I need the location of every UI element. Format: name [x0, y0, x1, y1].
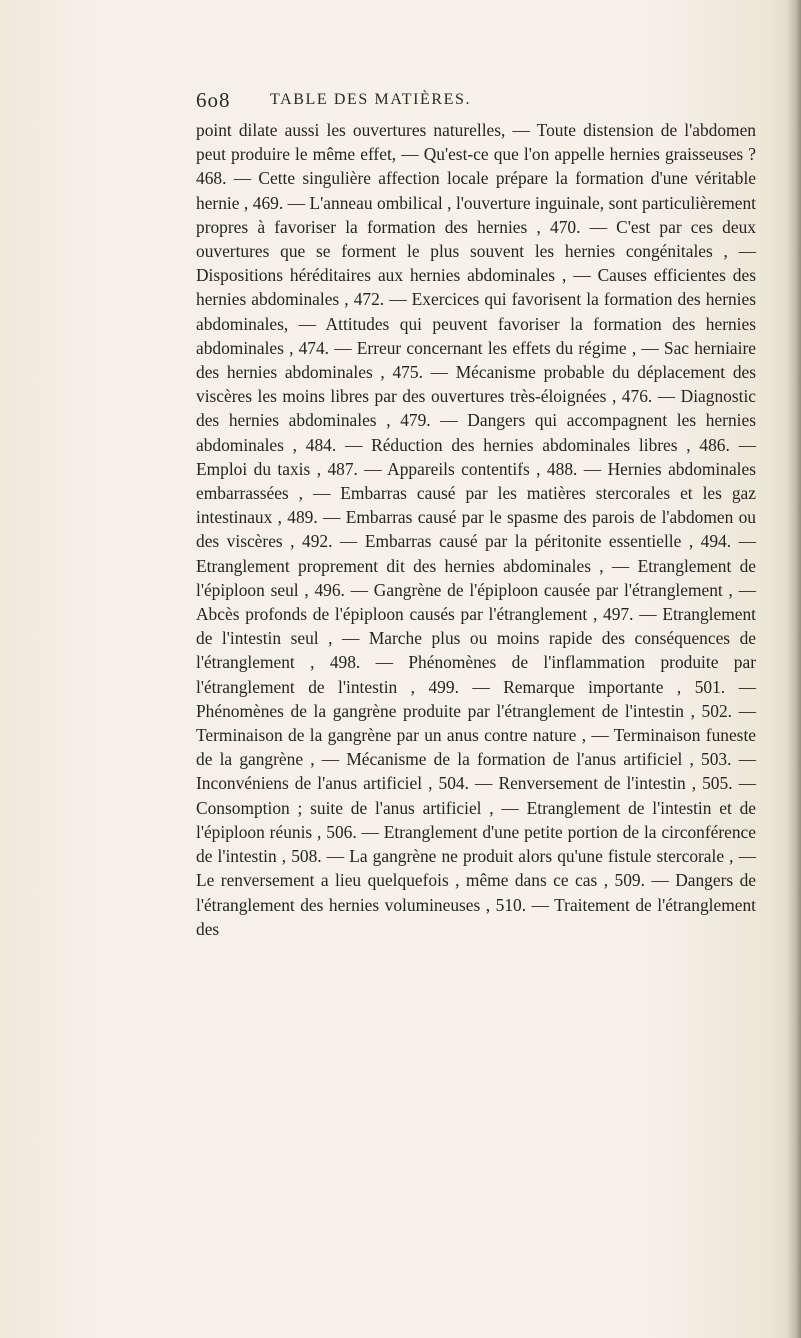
page-number: 6o8 [196, 88, 231, 112]
page-edge-shadow [787, 0, 801, 1338]
running-title: TABLE DES MATIÈRES. [270, 91, 472, 108]
index-paragraph: point dilate aussi les ouvertures naturelles, — Toute distension de l'abdomen peut produire le même effet, — Qu'est-ce que l'on appelle hernies graisseuses ? 468. — Cette singulière affection locale prépare la formation d'une véritable hernie , 469. — L'anneau ombilical , l'ouverture inguinale, sont particulièrement propres à favoriser la formation des hernies , 470. — C'est par ces deux ouvertures que se forment le plus souvent les hernies congénitales , — Dispositions héréditaires aux hernies abdominales , — Causes efficientes des hernies abdominales , 472. — Exercices qui favorisent la formation des hernies abdominales, — Attitudes qui peuvent favoriser la formation des hernies abdominales , 474. — Erreur concernant les effets du régime , — Sac herniaire des hernies abdominales , 475. — Mécanisme probable du déplacement des viscères les moins libres par des ouvertures très-éloignées , 476. — Diagnostic des hernies abdominales , 479. — Dangers qui accompagnent les hernies abdominales , 484. — Réduction des hernies abdominales libres , 486. — Emploi du taxis , 487. — Appareils contentifs , 488. — Hernies abdominales embarrassées , — Embarras causé par les matières stercorales et les gaz intestinaux , 489. — Embarras causé par le spasme des parois de l'abdomen ou des viscères , 492. — Embarras causé par la péritonite essentielle , 494. — Etranglement proprement dit des hernies abdominales , — Etranglement de l'épiploon seul , 496. — Gangrène de l'épiploon causée par l'étranglement , — Abcès profonds de l'épiploon causés par l'étranglement , 497. — Etranglement de l'intestin seul , — Marche plus ou moins rapide des conséquences de l'étranglement , 498. — Phénomènes de l'inflammation produite par l'étranglement de l'intestin , 499. — Remarque importante , 501. — Phénomènes de la gangrène produite par l'étranglement de l'intestin , 502. — Terminaison de la gangrène par un anus contre nature , — Terminaison funeste de la gangrène , — Mécanisme de la formation de l'anus artificiel , 503. — Inconvéniens de l'anus artificiel , 504. — Renversement de l'intestin , 505. — Consomption ; suite de l'anus artificiel , — Etranglement de l'intestin et de l'épiploon réunis , 506. — Etranglement d'une petite portion de la circonférence de l'intestin , 508. — La gangrène ne produit alors qu'une fistule stercorale , — Le renversement a lieu quelquefois , même dans ce cas , 509. — Dangers de l'étranglement des hernies volumineuses , 510. — Traitement de l'étranglement des [196, 120, 756, 939]
running-head [196, 88, 756, 114]
index-text-block [196, 118, 756, 941]
